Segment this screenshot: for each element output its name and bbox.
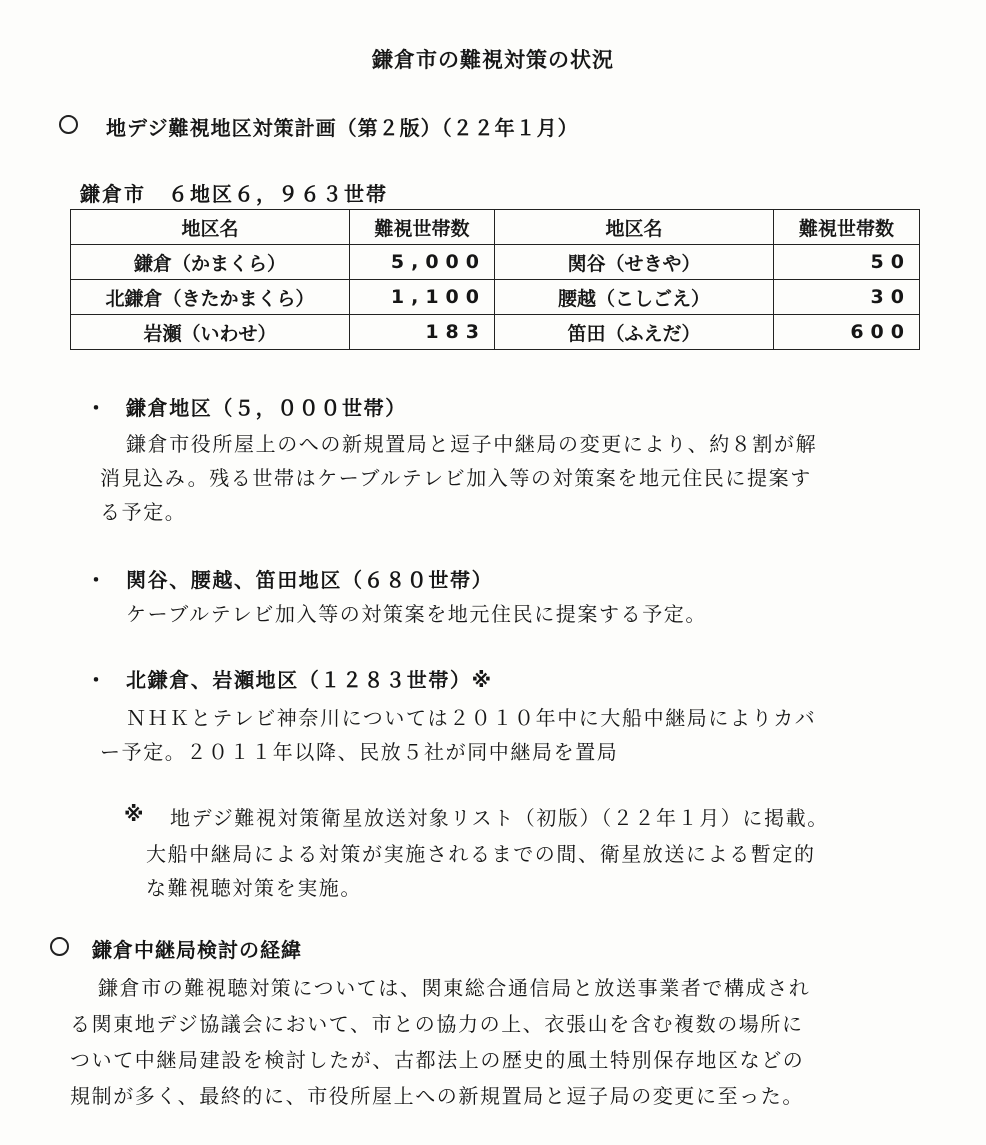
item-title: 鎌倉地区（５，０００世帯）	[126, 396, 407, 420]
section2-text-line: る関東地デジ協議会において、市との協力の上、衣張山を含む複数の場所に	[70, 1012, 804, 1036]
item-title: 関谷、腰越、笛田地区（６８０世帯）	[126, 568, 494, 592]
section2-heading: 鎌倉中継局検討の経緯	[92, 938, 302, 962]
district-name: 関谷（せきや）	[495, 245, 774, 280]
show-through-shadow	[740, 330, 797, 750]
section2-text-line: 規制が多く、最終的に、市役所屋上への新規置局と逗子局の変更に至った。	[70, 1084, 804, 1108]
header-district: 地区名	[495, 210, 774, 245]
district-name: 笛田（ふえだ）	[495, 315, 774, 350]
household-count: 50	[774, 245, 920, 280]
item-bullet: ・	[86, 568, 106, 592]
circle-bullet-icon	[50, 937, 69, 956]
note-text-line: な難視聴対策を実施。	[146, 876, 362, 900]
district-table	[70, 209, 920, 350]
section2-text-line: 鎌倉市の難視聴対策については、関東総合通信局と放送事業者で構成され	[98, 976, 811, 1000]
item-text-line: る予定。	[100, 500, 187, 524]
item-bullet: ・	[86, 668, 106, 692]
household-count: 30	[774, 280, 920, 315]
document-title: 鎌倉市の難視対策の状況	[372, 48, 614, 72]
item-text-line: ー予定。２０１１年以降、民放５社が同中継局を置局	[100, 740, 619, 764]
section1-summary: 鎌倉市 ６地区６，９６３世帯	[80, 182, 388, 206]
item-title: 北鎌倉、岩瀬地区（１２８３世帯）※	[126, 668, 493, 692]
household-count: 600	[774, 315, 920, 350]
section2-text-line: ついて中継局建設を検討したが、古都法上の歴史的風土特別保存地区などの	[70, 1048, 805, 1072]
household-count: 1,100	[350, 280, 495, 315]
table-row	[71, 280, 920, 315]
header-district: 地区名	[71, 210, 350, 245]
table-header-row	[71, 210, 920, 245]
item-text-line: 消見込み。残る世帯はケーブルテレビ加入等の対策案を地元住民に提案す	[100, 466, 812, 490]
district-name: 鎌倉（かまくら）	[71, 245, 350, 280]
district-name: 岩瀬（いわせ）	[71, 315, 350, 350]
header-households: 難視世帯数	[350, 210, 495, 245]
item-text-line: ＮＨＫとテレビ神奈川については２０１０年中に大船中継局によりカバ	[126, 706, 817, 730]
district-name: 北鎌倉（きたかまくら）	[71, 280, 350, 315]
table-row	[71, 315, 920, 350]
note-mark: ※	[124, 802, 146, 826]
header-households: 難視世帯数	[774, 210, 920, 245]
section1-heading: 地デジ難視地区対策計画（第２版）（２２年１月）	[106, 116, 579, 140]
household-count: 183	[350, 315, 495, 350]
table-row	[71, 245, 920, 280]
note-text-line: 大船中継局による対策が実施されるまでの間、衛星放送による暫定的	[146, 842, 816, 866]
item-text-line: ケーブルテレビ加入等の対策案を地元住民に提案する予定。	[126, 602, 707, 626]
item-bullet: ・	[86, 396, 106, 420]
household-count: 5,000	[350, 245, 495, 280]
circle-bullet-icon	[59, 115, 78, 134]
district-name: 腰越（こしごえ）	[495, 280, 774, 315]
note-text-line: 地デジ難視対策衛星放送対象リスト（初版）（２２年１月）に掲載。	[170, 806, 829, 830]
item-text-line: 鎌倉市役所屋上のへの新規置局と逗子中継局の変更により、約８割が解	[126, 432, 818, 456]
